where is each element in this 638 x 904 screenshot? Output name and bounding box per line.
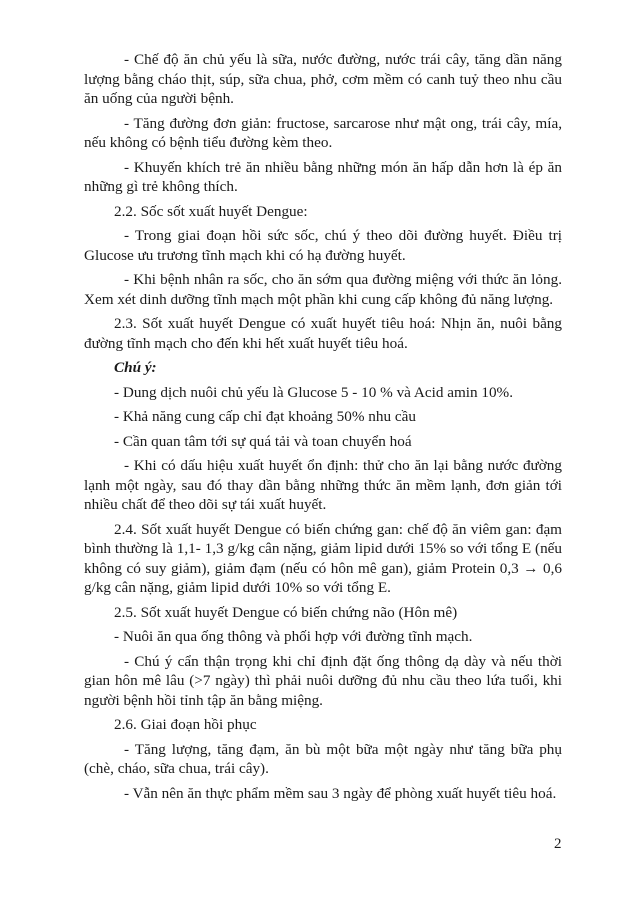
note-item-solution: - Dung dịch nuôi chủ yếu là Glucose 5 - 10 % và Acid amin 10%.	[114, 383, 514, 401]
section-heading-2-4: 2.4. Sốt xuất huyết Dengue có biến chứng gan: chế độ ăn viêm gan: đạm bình thường là 1,1- 1,3 g/kg cân nặng, giảm lipid dưới 15% so với tổng E (nếu không có suy giảm), giảm đạm (nếu có hôn mê gan), giảm Protein 0,3 → 0,6 g/kg cân nặng, giảm lipid dưới 10% so với tổng E.	[84, 520, 562, 596]
note-heading: Chú ý:	[114, 359, 157, 376]
section-heading-2-5: 2.5. Sốt xuất huyết Dengue có biến chứng não (Hôn mê)	[114, 603, 458, 621]
paragraph-stable-bleeding: - Khi có dấu hiệu xuất huyết ổn định: thử cho ăn lại bằng nước đường lạnh một ngày, sau đó thay dần bằng những thức ăn mềm lạnh, đơn giản tới nhiều chất để theo dõi sự tái xuất huyết.	[84, 457, 562, 513]
paragraph-shock-resuscitation: - Trong giai đoạn hồi sức sốc, chú ý theo dõi đường huyết. Điều trị Glucose ưu trương tĩnh mạch khi có hạ đường huyết.	[84, 227, 562, 264]
paragraph-tube-caution: - Chú ý cẩn thận trọng khi chỉ định đặt ống thông dạ dày và nếu thời gian hôn mê lâu (>7 ngày) thì phải nuôi dưỡng đủ nhu cầu theo lứa tuổi, khi người bệnh hồi tỉnh tập ăn bằng miệng.	[84, 652, 562, 709]
section-heading-2-6: 2.6. Giai đoạn hồi phục	[114, 716, 257, 733]
document-body	[84, 50, 562, 808]
note-item-overload: - Cần quan tâm tới sự quá tải và toan chuyển hoá	[114, 432, 412, 450]
note-item-capacity: - Khả năng cung cấp chỉ đạt khoảng 50% nhu cầu	[114, 408, 416, 425]
paragraph-tube-feeding: - Nuôi ăn qua ống thông và phối hợp với đường tĩnh mạch.	[114, 628, 473, 645]
page-number: 2	[554, 836, 562, 852]
paragraph-encourage-children: - Khuyến khích trẻ ăn nhiều bằng những món ăn hấp dẫn hơn là ép ăn những gì trẻ không thích.	[84, 158, 562, 195]
section-heading-2-3: 2.3. Sốt xuất huyết Dengue có xuất huyết tiêu hoá: Nhịn ăn, nuôi bằng đường tĩnh mạch cho đến khi hết xuất huyết tiêu hoá.	[84, 315, 562, 352]
paragraph-diet-mainly-milk: - Chế độ ăn chủ yếu là sữa, nước đường, nước trái cây, tăng dần năng lượng bằng cháo thịt, súp, sữa chua, phở, cơm mềm có canh tuỷ theo nhu cầu ăn uống của người bệnh.	[84, 51, 562, 107]
paragraph-simple-sugar: - Tăng đường đơn giản: fructose, sarcarose như mật ong, trái cây, mía, nếu không có bệnh tiểu đường kèm theo.	[84, 114, 562, 151]
paragraph-recovery-increase: - Tăng lượng, tăng đạm, ăn bù một bữa một ngày như tăng bữa phụ (chè, cháo, sữa chua, trái cây).	[84, 740, 562, 777]
paragraph-after-shock: - Khi bệnh nhân ra sốc, cho ăn sớm qua đường miệng với thức ăn lỏng. Xem xét dinh dưỡng tĩnh mạch một phần khi cung cấp không đủ năng lượng.	[84, 271, 562, 308]
paragraph-soft-food: - Vẫn nên ăn thực phẩm mềm sau 3 ngày để phòng xuất huyết tiêu hoá.	[124, 784, 557, 802]
section-heading-2-2: 2.2. Sốc sốt xuất huyết Dengue:	[114, 202, 308, 220]
